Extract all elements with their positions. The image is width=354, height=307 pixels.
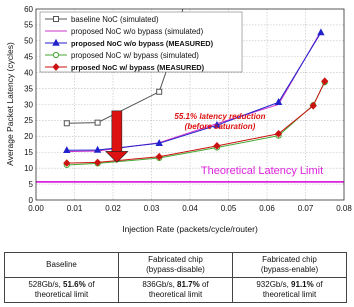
cell-suffix: of <box>85 280 95 289</box>
table-cell <box>5 278 119 303</box>
table-cell <box>233 278 347 303</box>
reference-line-label: Theoretical Latency Limit <box>200 164 324 177</box>
legend <box>40 12 242 72</box>
table-header-cell <box>233 253 347 278</box>
y-tick-label: 15 <box>24 148 33 158</box>
x-axis-label: Injection Rate (packets/cycle/router) <box>122 224 258 234</box>
legend-label: proposed NoC w/ bypass (simulated) <box>71 51 199 60</box>
cell-percentage: 91.1% <box>291 280 314 289</box>
y-tick-label: 55 <box>24 20 33 30</box>
cell-percentage: 81.7% <box>177 280 200 289</box>
header-line2: (bypass-disable) <box>146 265 205 274</box>
cell-line2: theoretical limit <box>262 290 317 299</box>
cell-percentage: 51.6% <box>63 280 86 289</box>
y-tick-label: 35 <box>24 84 33 94</box>
x-tick-label: 0.00 <box>28 204 44 213</box>
cell-throughput: 528Gb/s, <box>28 280 64 289</box>
legend-label: proposed NoC w/o bypass (MEASURED) <box>71 39 214 48</box>
x-tick-label: 0.08 <box>336 204 352 213</box>
header-line1: Fabricated chip <box>148 255 203 264</box>
y-tick-label: 60 <box>24 4 33 14</box>
y-tick-label: 45 <box>24 52 33 62</box>
x-tick-label: 0.01 <box>66 204 83 213</box>
table-cell <box>119 278 233 303</box>
data-point <box>64 121 69 126</box>
legend-label: baseline NoC (simulated) <box>71 15 159 24</box>
y-tick-label: 5 <box>28 179 33 189</box>
x-tick-label: 0.07 <box>297 204 314 213</box>
y-tick-label: 0 <box>28 195 33 205</box>
annotation <box>174 112 265 131</box>
y-tick-label: 50 <box>24 36 33 46</box>
data-point <box>95 120 100 125</box>
cell-suffix: of <box>313 280 323 289</box>
data-point <box>54 17 59 22</box>
y-tick-label: 10 <box>24 163 33 173</box>
data-point <box>157 89 162 94</box>
header-line2: (bypass-enable) <box>260 265 319 274</box>
x-tick-label: 0.05 <box>220 204 237 213</box>
annotation-line2: (before saturation) <box>184 122 256 131</box>
cell-suffix: of <box>199 280 209 289</box>
table-value-row <box>5 278 347 303</box>
legend-label: prposed NoC w/ bypass (MEASURED) <box>71 63 205 72</box>
cell-line2: theoretical limit <box>148 290 203 299</box>
x-tick-label: 0.03 <box>143 204 160 213</box>
cell-throughput: 932Gb/s, <box>256 280 292 289</box>
annotation-line1: 55.1% latency reduction <box>174 112 266 121</box>
cell-line1 <box>235 280 344 290</box>
legend-label: proposed NoC w/o bypass (simulated) <box>71 27 204 36</box>
x-tick-label: 0.06 <box>259 204 275 213</box>
y-tick-label: 40 <box>24 68 33 78</box>
x-tick-label: 0.02 <box>105 204 121 213</box>
y-tick-label: 25 <box>24 116 33 126</box>
arrow-shaft <box>112 111 122 152</box>
header-line1: Fabricated chip <box>262 255 317 264</box>
cell-line1 <box>121 280 230 290</box>
table-header-cell <box>119 253 233 278</box>
table-header-row <box>5 253 347 278</box>
data-point <box>53 52 58 57</box>
x-tick-label: 0.04 <box>182 204 198 213</box>
cell-line1 <box>7 280 116 290</box>
header-line1: Baseline <box>46 260 77 269</box>
y-tick-label: 30 <box>24 100 33 110</box>
y-axis-label: Average Packet Latency (cycles) <box>5 42 15 166</box>
y-tick-label: 20 <box>24 132 33 142</box>
cell-throughput: 836Gb/s, <box>142 280 178 289</box>
cell-line2: theoretical limit <box>34 290 89 299</box>
summary-table <box>4 252 347 303</box>
table-header-cell <box>5 253 119 278</box>
